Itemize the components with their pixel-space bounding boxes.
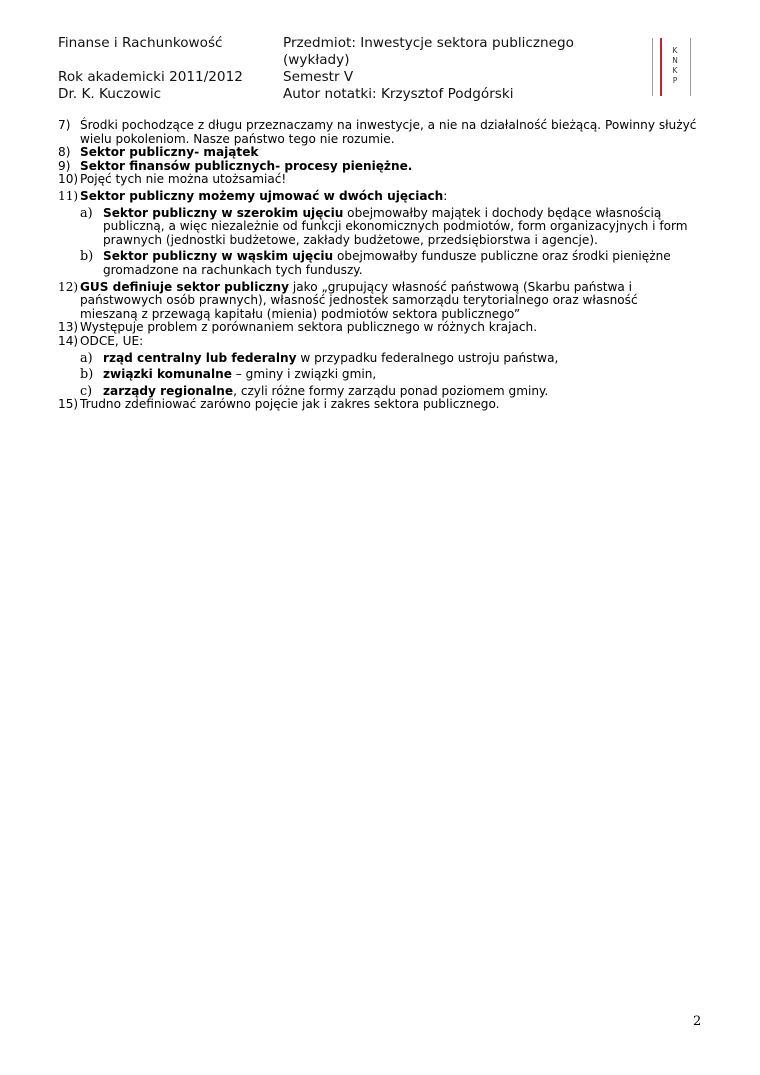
- sub-item-text: , czyli różne formy zarządu ponad poziomem gminy.: [233, 383, 549, 398]
- sub-item-letter: b): [80, 249, 94, 265]
- item-bold-text: Sektor publiczny możemy ujmować w dwóch ujęciach: [80, 188, 444, 203]
- sub-item: [58, 352, 698, 366]
- sub-item: [58, 368, 698, 382]
- logo-line: [652, 38, 653, 96]
- header-author: Autor notatki: Krzysztof Podgórski: [283, 86, 514, 102]
- logo-letters: [669, 46, 681, 86]
- header-subject: Przedmiot: Inwestycje sektora publicznego: [283, 35, 574, 51]
- header-subject-type: (wykłady): [283, 52, 350, 68]
- list-item: [58, 190, 698, 204]
- list-item: [58, 321, 698, 335]
- header-lecturer: Dr. K. Kuczowic: [58, 86, 162, 102]
- sub-item-text: w przypadku federalnego ustroju państwa,: [296, 350, 559, 365]
- sub-item-bold-text: Sektor publiczny w szerokim ujęciu: [103, 205, 344, 220]
- list-item: [58, 119, 698, 146]
- logo-red-line: [660, 38, 662, 96]
- list-item: [58, 281, 698, 322]
- sub-item-letter: b): [80, 367, 94, 383]
- item-bold-text: Sektor publiczny- majątek: [80, 145, 259, 160]
- logo-letter: P: [672, 76, 678, 85]
- sub-item: [58, 207, 698, 248]
- sub-item-letter: c): [80, 383, 93, 399]
- item-number: 15): [58, 397, 79, 412]
- logo-letter: K: [672, 66, 678, 75]
- item-text: Występuje problem z porównaniem sektora publicznego w różnych krajach.: [80, 320, 538, 335]
- item-number: 9): [58, 158, 71, 173]
- item-number: 8): [58, 145, 71, 160]
- item-bold-text: GUS definiuje sektor publiczny: [80, 279, 290, 294]
- sub-item-bold-text: rząd centralny lub federalny: [103, 350, 297, 365]
- item-text: :: [443, 188, 448, 203]
- sub-item-text: obejmowałby majątek i dochody będące własnością publiczną, a więc niezależnie od funkcji ekonomicznych podmiotów, form organizacyjnych i form prawnych (jednostki budżetowe, zakłady budżetowe, przedsiębiorstwa i agencje).: [103, 205, 688, 247]
- item-text: Środki pochodzące z długu przeznaczamy na inwestycje, a nie na działalność bieżącą. Powinny służyć wielu pokoleniom. Nasze państwo tego nie rozumie.: [80, 118, 697, 146]
- item-text: jako „grupujący własność państwową (Skarbu państwa i państwowych osób prawnych), własność jednostek samorządu terytorialnego oraz własność mieszaną z przewagą kapitału (mienia) podmiotów sektora publicznego”: [80, 279, 638, 321]
- item-text: ODCE, UE:: [80, 333, 144, 348]
- sub-item-letter: a): [80, 350, 93, 366]
- list-item: [58, 173, 698, 187]
- knkp-logo: [652, 38, 692, 96]
- sub-item-letter: a): [80, 205, 93, 221]
- item-text: Trudno zdefiniować zarówno pojęcie jak i zakres sektora publicznego.: [80, 397, 500, 412]
- sub-item: [58, 250, 698, 277]
- header-field-of-study: Finanse i Rachunkowość: [58, 35, 223, 51]
- item-text: Pojęć tych nie można utożsamiać!: [80, 172, 287, 187]
- item-number: 7): [58, 118, 71, 132]
- page-number: 2: [693, 1014, 702, 1029]
- item-number: 11): [58, 188, 79, 203]
- item-number: 12): [58, 279, 79, 294]
- header-academic-year: Rok akademicki 2011/2012: [58, 69, 243, 85]
- list-item: [58, 335, 698, 349]
- logo-letter: K: [672, 46, 678, 55]
- sub-item: [58, 385, 698, 399]
- notes-list: [58, 119, 698, 412]
- logo-line: [690, 38, 691, 96]
- sub-item-bold-text: zarządy regionalne: [103, 383, 234, 398]
- logo-letter: N: [672, 56, 678, 65]
- sub-item-text: obejmowałby fundusze publiczne oraz środki pieniężne gromadzone na rachunkach tych funduszy.: [103, 249, 671, 277]
- header-right: [283, 35, 574, 103]
- list-item: [58, 146, 698, 160]
- item-number: 10): [58, 172, 79, 187]
- sub-item-bold-text: związki komunalne: [103, 367, 232, 382]
- header-semester: Semestr V: [283, 69, 354, 85]
- sub-item-bold-text: Sektor publiczny w wąskim ujęciu: [103, 249, 334, 264]
- header-left: [58, 35, 243, 103]
- item-number: 14): [58, 333, 79, 348]
- list-item: [58, 160, 698, 174]
- sub-item-text: – gminy i związki gmin,: [231, 367, 377, 382]
- item-bold-text: Sektor finansów publicznych- procesy pieniężne.: [80, 158, 413, 173]
- list-item: [58, 398, 698, 412]
- item-number: 13): [58, 320, 79, 335]
